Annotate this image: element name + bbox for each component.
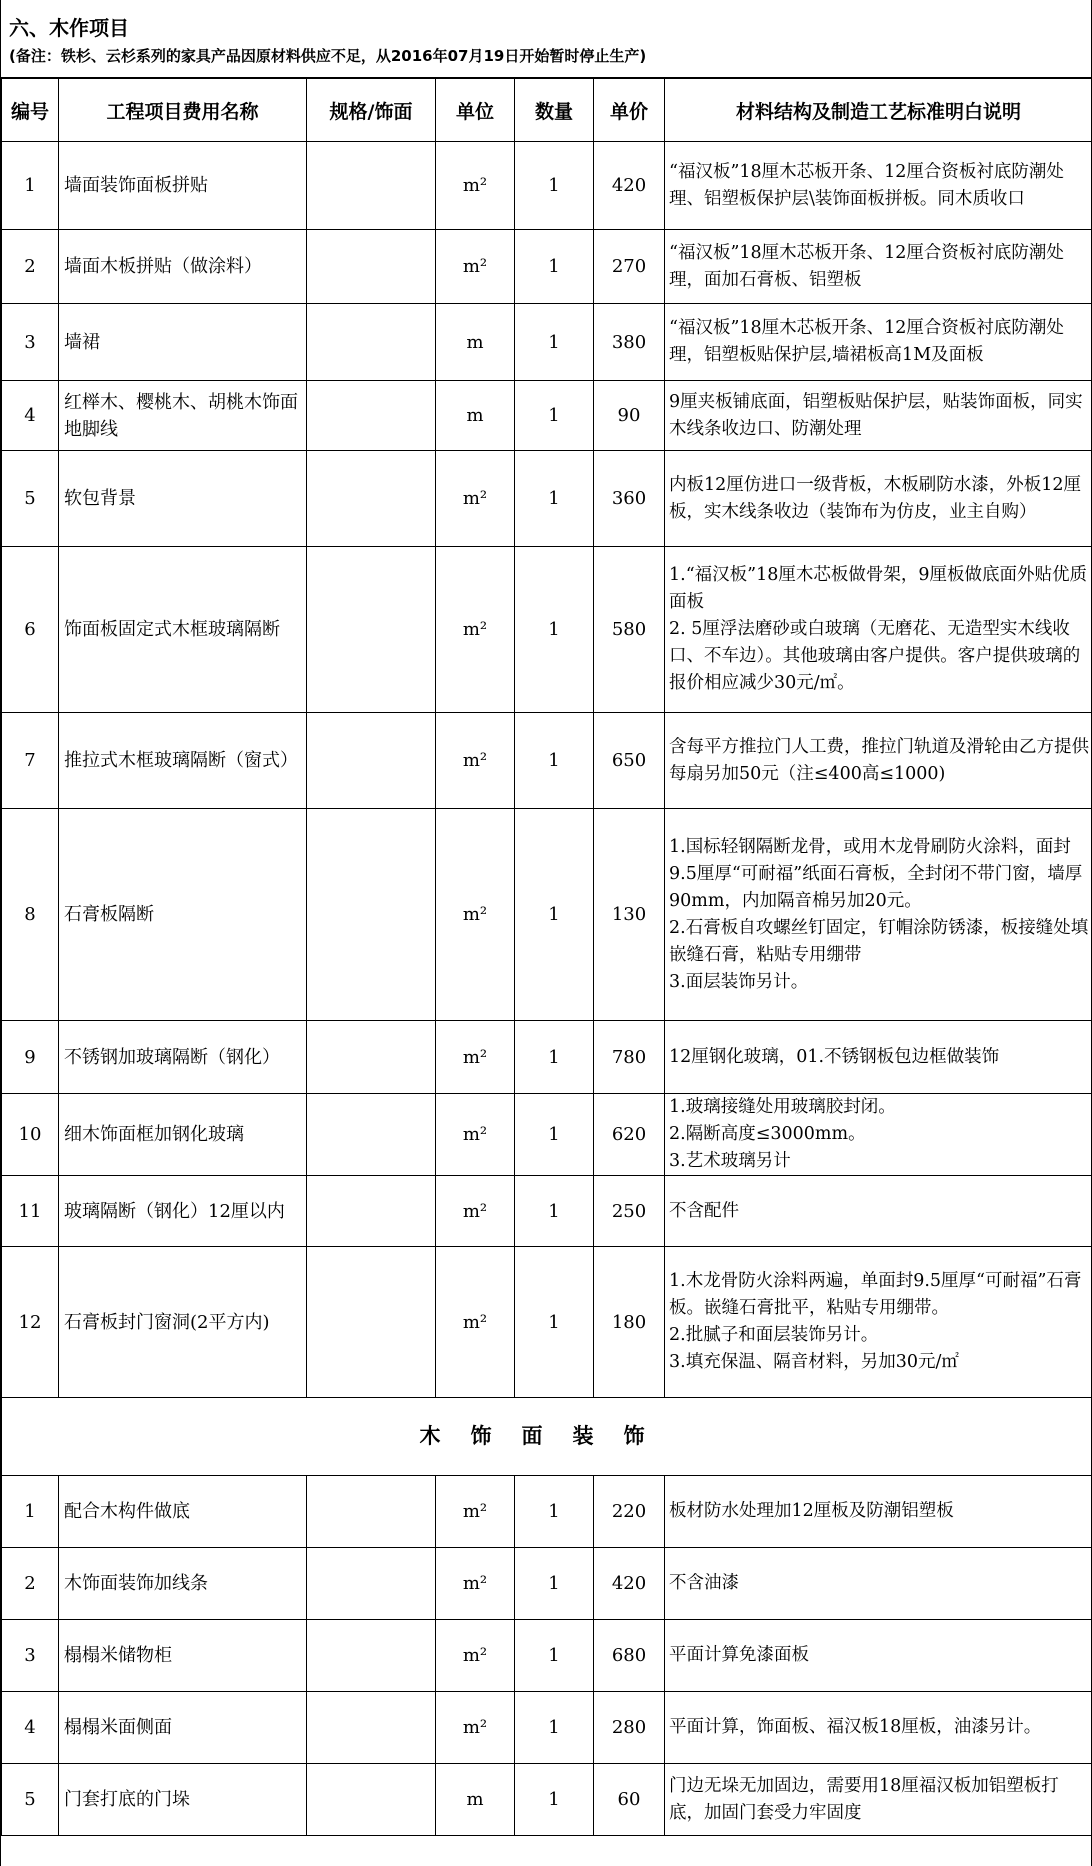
item-unit-price: 220 [594,1476,665,1548]
item-unit: m² [436,1094,515,1176]
item-quantity: 1 [515,809,594,1021]
item-name: 推拉式木框玻璃隔断（窗式） [59,713,307,809]
item-name: 墙裙 [59,304,307,381]
item-quantity: 1 [515,1247,594,1398]
table-row [2,809,1092,1021]
item-name: 墙面装饰面板拼贴 [59,142,307,230]
item-unit: m [436,381,515,451]
item-description [665,142,1092,230]
item-unit: m² [436,1692,515,1764]
item-name: 木饰面装饰加线条 [59,1548,307,1620]
row-number: 3 [2,304,59,381]
item-spec [307,713,436,809]
item-quantity: 1 [515,547,594,713]
row-number: 9 [2,1021,59,1094]
item-quantity: 1 [515,1620,594,1692]
item-spec [307,1094,436,1176]
item-quantity: 1 [515,1094,594,1176]
item-name: 饰面板固定式木框玻璃隔断 [59,547,307,713]
description-line: 9厘夹板铺底面，铝塑板贴保护层，贴装饰面板，同实木线条收边口、防潮处理 [669,391,1083,439]
row-number: 3 [2,1620,59,1692]
item-quantity: 1 [515,304,594,381]
item-spec [307,381,436,451]
item-spec [307,1021,436,1094]
row-number: 4 [2,381,59,451]
description-line: 1.“福汉板”18厘木芯板做骨架，9厘板做底面外贴优质面板 [669,565,1087,612]
table-row [2,230,1092,304]
item-description [665,1247,1092,1398]
item-spec [307,451,436,547]
table-row [2,1548,1092,1620]
quote-table [1,78,1092,1836]
table-row [2,547,1092,713]
description-line: 1.国标轻钢隔断龙骨，或用木龙骨刷防火涂料，面封9.5厘厚“可耐福”纸面石膏板，全封闭不带门窗，墙厚90mm，内加隔音棉另加20元。 [669,836,1083,911]
item-description [665,547,1092,713]
header-qty: 数量 [515,79,594,142]
header-no: 编号 [2,79,59,142]
item-quantity: 1 [515,1021,594,1094]
description-line: 不含配件 [669,1200,739,1221]
description-line: 2.隔断高度≤3000mm。 [669,1124,866,1144]
item-name: 石膏板隔断 [59,809,307,1021]
row-number: 7 [2,713,59,809]
item-unit: m² [436,451,515,547]
item-spec [307,1764,436,1836]
item-quantity: 1 [515,381,594,451]
header-unit: 单位 [436,79,515,142]
item-spec [307,304,436,381]
item-spec [307,547,436,713]
item-quantity: 1 [515,1548,594,1620]
item-description [665,713,1092,809]
table-row [2,1764,1092,1836]
row-number: 4 [2,1692,59,1764]
item-quantity: 1 [515,1692,594,1764]
description-line: 2.石膏板自攻螺丝钉固定，钉帽涂防锈漆，板接缝处填嵌缝石膏，粘贴专用绷带 [669,917,1089,965]
table-row [2,1094,1092,1176]
table-row [2,1692,1092,1764]
item-name: 配合木构件做底 [59,1476,307,1548]
row-number: 2 [2,230,59,304]
item-description [665,230,1092,304]
item-quantity: 1 [515,230,594,304]
item-unit: m² [436,230,515,304]
item-name: 细木饰面框加钢化玻璃 [59,1094,307,1176]
item-unit: m² [436,809,515,1021]
description-line: 不含油漆 [669,1573,739,1593]
row-number: 11 [2,1176,59,1247]
item-unit-price: 420 [594,142,665,230]
item-spec [307,1548,436,1620]
row-number: 6 [2,547,59,713]
item-unit: m² [436,1548,515,1620]
item-unit-price: 270 [594,230,665,304]
description-line: 含每平方推拉门人工费，推拉门轨道及滑轮由乙方提供每扇另加50元（注≤400高≤1000) [669,736,1089,784]
item-quantity: 1 [515,1476,594,1548]
item-unit-price: 180 [594,1247,665,1398]
description-line: 3.面层装饰另计。 [669,971,809,992]
item-spec [307,1247,436,1398]
header-row [2,79,1092,142]
item-description [665,1176,1092,1247]
item-unit-price: 620 [594,1094,665,1176]
item-unit: m [436,304,515,381]
item-unit-price: 580 [594,547,665,713]
item-unit-price: 130 [594,809,665,1021]
description-line: 1.玻璃接缝处用玻璃胶封闭。 [669,1097,896,1117]
header-price: 单价 [594,79,665,142]
table-row [2,713,1092,809]
section-title: 六、木作项目 [9,16,129,40]
item-unit: m² [436,1476,515,1548]
description-line: 2. 5厘浮法磨砂或白玻璃（无磨花、无造型实木线收口、不车边）。其他玻璃由客户提供。客户提供玻璃的报价相应减少30元/㎡。 [669,619,1081,693]
item-quantity: 1 [515,713,594,809]
supply-note: (备注：铁杉、云杉系列的家具产品因原材料供应不足，从2016年07月19日开始暂时停止生产) [9,47,647,65]
item-description [665,1764,1092,1836]
item-description [665,1094,1092,1176]
header-name: 工程项目费用名称 [59,79,307,142]
item-name: 不锈钢加玻璃隔断（钢化） [59,1021,307,1094]
row-number: 5 [2,1764,59,1836]
description-line: 平面计算免漆面板 [669,1645,809,1665]
table-row [2,1247,1092,1398]
item-name: 软包背景 [59,451,307,547]
description-line: 内板12厘仿进口一级背板，木板刷防水漆，外板12厘板，实木线条收边（装饰布为仿皮，业主自购） [669,474,1082,522]
item-description [665,1021,1092,1094]
item-unit: m² [436,1247,515,1398]
item-description [665,809,1092,1021]
item-unit-price: 780 [594,1021,665,1094]
item-unit: m² [436,1620,515,1692]
description-line: “福汉板”18厘木芯板开条、12厘合资板衬底防潮处理、铝塑板保护层\装饰面板拼板。同木质收口 [669,161,1064,209]
subsection-title: 木饰面装饰 [2,1398,1092,1476]
description-line: 1.木龙骨防火涂料两遍，单面封9.5厘厚“可耐福”石膏板。嵌缝石膏批平，粘贴专用绷带。 [669,1271,1082,1318]
item-spec [307,809,436,1021]
item-description [665,1476,1092,1548]
item-name: 墙面木板拼贴（做涂料） [59,230,307,304]
item-spec [307,230,436,304]
header-desc: 材料结构及制造工艺标准明白说明 [665,79,1092,142]
row-number: 1 [2,142,59,230]
item-unit-price: 280 [594,1692,665,1764]
item-unit: m² [436,547,515,713]
title-block [1,0,1091,78]
table-row [2,142,1092,230]
row-number: 5 [2,451,59,547]
item-spec [307,1620,436,1692]
item-unit-price: 650 [594,713,665,809]
header-spec: 规格/饰面 [307,79,436,142]
item-name: 玻璃隔断（钢化）12厘以内 [59,1176,307,1247]
table-row [2,1476,1092,1548]
item-description [665,1548,1092,1620]
item-unit-price: 380 [594,304,665,381]
description-line: 3.艺术玻璃另计 [669,1151,791,1171]
item-spec [307,1476,436,1548]
item-unit-price: 60 [594,1764,665,1836]
item-unit: m² [436,1176,515,1247]
item-description [665,1620,1092,1692]
subsection-row [2,1398,1092,1476]
item-unit-price: 680 [594,1620,665,1692]
table-row [2,1021,1092,1094]
description-line: 3.填充保温、隔音材料，另加30元/㎡ [669,1352,959,1372]
item-spec [307,1176,436,1247]
item-description [665,381,1092,451]
item-spec [307,142,436,230]
item-name: 石膏板封门窗洞(2平方内) [59,1247,307,1398]
item-quantity: 1 [515,451,594,547]
item-quantity: 1 [515,142,594,230]
description-line: 门边无垛无加固边，需要用18厘福汉板加铝塑板打底，加固门套受力牢固度 [669,1775,1059,1823]
table-row [2,1620,1092,1692]
item-name: 门套打底的门垛 [59,1764,307,1836]
row-number: 8 [2,809,59,1021]
row-number: 2 [2,1548,59,1620]
item-unit: m² [436,713,515,809]
table-row [2,1176,1092,1247]
item-unit: m [436,1764,515,1836]
item-unit-price: 360 [594,451,665,547]
item-name: 红榉木、樱桃木、胡桃木饰面地脚线 [59,381,307,451]
item-unit: m² [436,142,515,230]
item-quantity: 1 [515,1764,594,1836]
item-description [665,1692,1092,1764]
item-spec [307,1692,436,1764]
item-unit: m² [436,1021,515,1094]
row-number: 1 [2,1476,59,1548]
item-quantity: 1 [515,1176,594,1247]
row-number: 10 [2,1094,59,1176]
description-line: 板材防水处理加12厘板及防潮铝塑板 [669,1501,954,1521]
table-row [2,381,1092,451]
table-row [2,451,1092,547]
item-unit-price: 420 [594,1548,665,1620]
item-description [665,304,1092,381]
table-row [2,304,1092,381]
item-description [665,451,1092,547]
item-unit-price: 250 [594,1176,665,1247]
item-name: 榻榻米面侧面 [59,1692,307,1764]
description-line: 平面计算，饰面板、福汉板18厘板，油漆另计。 [669,1717,1042,1737]
item-unit-price: 90 [594,381,665,451]
description-line: 12厘钢化玻璃，01.不锈钢板包边框做装饰 [669,1046,1000,1067]
description-line: “福汉板”18厘木芯板开条、12厘合资板衬底防潮处理，铝塑板贴保护层,墙裙板高1M及面板 [669,318,1064,365]
description-line: 2.批腻子和面层装饰另计。 [669,1325,879,1345]
row-number: 12 [2,1247,59,1398]
description-line: “福汉板”18厘木芯板开条、12厘合资板衬底防潮处理，面加石膏板、铝塑板 [669,242,1064,290]
item-name: 榻榻米储物柜 [59,1620,307,1692]
